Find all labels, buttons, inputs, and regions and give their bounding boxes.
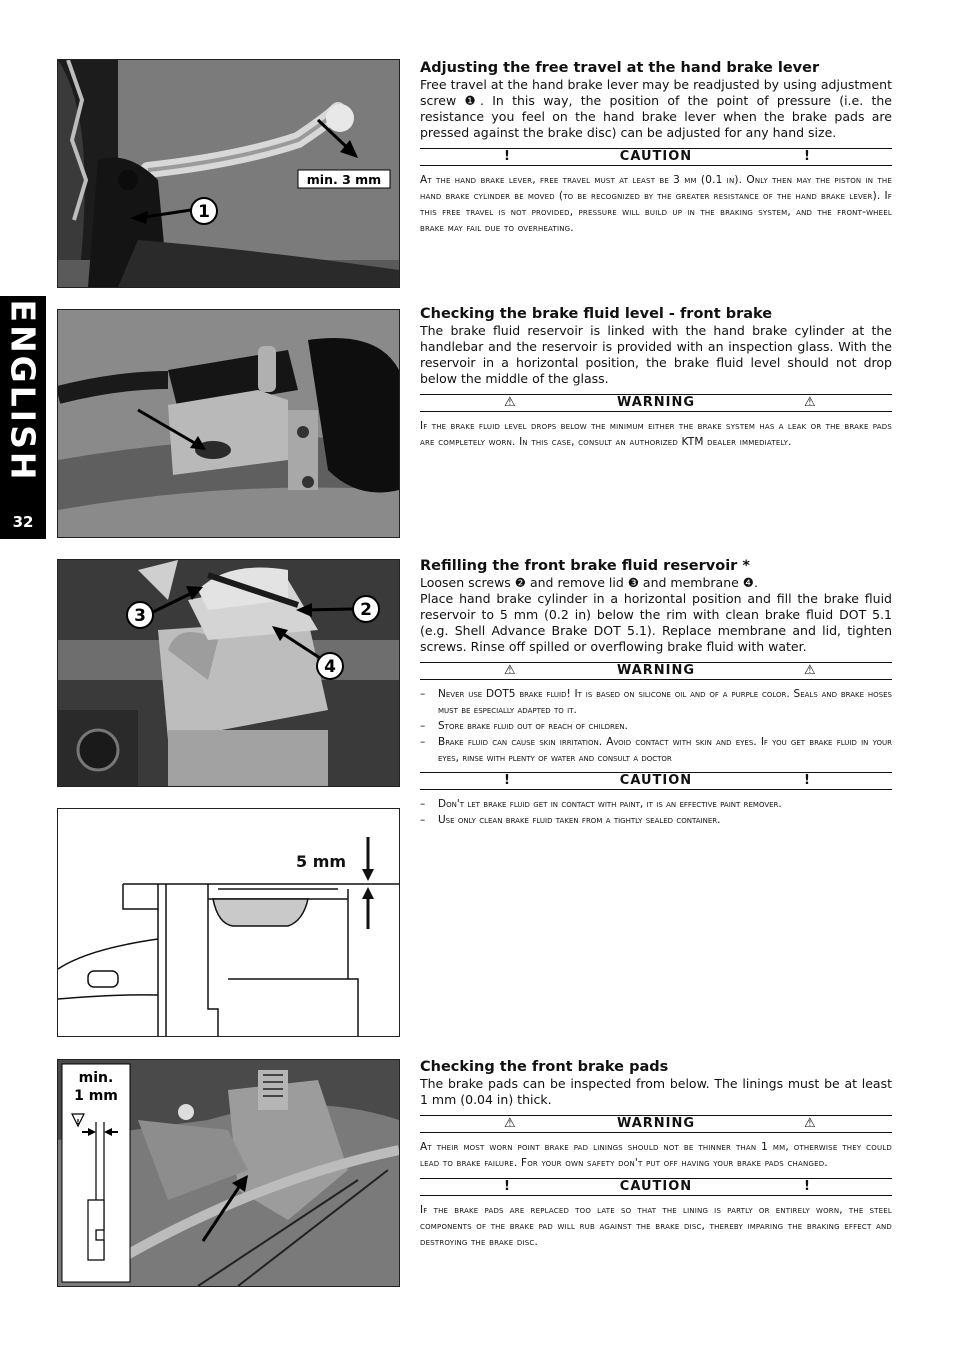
- list-item: – Use only clean brake fluid taken from a tightly sealed container.: [420, 812, 892, 828]
- caution-mark-left: !: [504, 1179, 511, 1194]
- section-title: Checking the brake fluid level - front brake: [420, 306, 773, 322]
- section-title: Checking the front brake pads: [420, 1059, 669, 1075]
- warning-icon: ⚠: [804, 663, 817, 678]
- caution-bar: [420, 1178, 892, 1196]
- section-title: Adjusting the free travel at the hand brake lever: [420, 60, 820, 76]
- reservoir-callout-4: 4: [324, 657, 336, 677]
- pads-label-line2: 1 mm: [74, 1088, 118, 1104]
- pads-label-line1: min.: [78, 1070, 114, 1086]
- caution-mark-right: !: [804, 773, 811, 788]
- warning-bar: [420, 394, 892, 412]
- warning-bar: [420, 662, 892, 680]
- warning-icon: ⚠: [504, 395, 517, 410]
- lever-callout-1: 1: [198, 202, 210, 222]
- section-fluid-level: [420, 305, 892, 450]
- warning-text: If the brake fluid level drops below the minimum either the brake system has a leak or the brake pads are completely worn. In this case, consult an authorized KTM dealer immediately.: [420, 420, 892, 448]
- photo-refill-reservoir: [57, 559, 400, 787]
- section-free-travel: [420, 59, 892, 236]
- caution-label: CAUTION: [619, 1179, 693, 1194]
- svg-text:!: !: [76, 1118, 80, 1126]
- language-label: ENGLISH: [3, 299, 43, 483]
- warning-icon: ⚠: [804, 1116, 817, 1131]
- warning-list: [420, 686, 892, 766]
- warning-text: At their most worn point brake pad linings should not be thinner than 1 mm, otherwise they could lead to brake failure. For your own safety don't put off having your brake pads changed.: [420, 1141, 892, 1169]
- warning-icon: ⚠: [804, 395, 817, 410]
- reservoir-callout-2: 2: [360, 600, 372, 620]
- caution-list: [420, 796, 892, 828]
- warning-icon: ⚠: [504, 663, 517, 678]
- section-body: Place hand brake cylinder in a horizontal position and fill the brake fluid reservoir to 5 mm (0.2 in) below the rim with clean brake fluid DOT 5.1 (e.g. Shell Advance Brake DOT 5.1). Replace membrane and lid, tighten screws. Rinse off spilled or overflowing brake fluid with water.: [420, 591, 892, 654]
- caution-label: CAUTION: [619, 149, 693, 164]
- page-number: 32: [12, 513, 34, 531]
- section-body: Free travel at the hand brake lever may be readjusted by using adjustment screw ❶. In this way, the position of the point of pressure (i.e. the resistance you feel on the hand brake lever when the brake pads are pressed against the brake disc) can be adjusted for any hand size.: [420, 77, 892, 140]
- caution-text: At the hand brake lever, free travel must at least be 3 mm (0.1 in). Only then may the piston in the hand brake cylinder be moved (to be recognized by the greater resistance of the hand brake lever). If this free travel is not provided, pressure will build up in the braking system, and the front-wheel brake may fail due to overheating.: [420, 174, 892, 234]
- photo-brake-lever: [57, 59, 400, 288]
- warning-icon: ⚠: [504, 1116, 517, 1131]
- list-item: – Brake fluid can cause skin irritation. Avoid contact with skin and eyes. If you get brake fluid in your eyes, rinse with plenty of water and consult a doctor: [420, 734, 892, 766]
- caution-mark-right: !: [804, 149, 811, 164]
- caution-bar: [420, 772, 892, 790]
- caution-label: CAUTION: [619, 773, 693, 788]
- caution-mark-left: !: [504, 773, 511, 788]
- list-item: – Never use DOT5 brake fluid! It is based on silicone oil and of a purple color. Seals and brake hoses must be especially adapted to it.: [420, 686, 892, 718]
- caution-mark-left: !: [504, 149, 511, 164]
- photo-fluid-reservoir: [57, 309, 400, 538]
- section-refill: [420, 557, 892, 828]
- caution-bar: [420, 148, 892, 166]
- level-5mm-label: 5 mm: [296, 852, 347, 871]
- list-item: – Store brake fluid out of reach of children.: [420, 718, 892, 734]
- section-body: The brake fluid reservoir is linked with the hand brake cylinder at the handlebar and the reservoir is provided with an inspection glass. With the reservoir in a horizontal position, the brake fluid level should not drop below the middle of the glass.: [420, 323, 892, 386]
- photo-brake-pads: [57, 1059, 400, 1287]
- caution-mark-right: !: [804, 1179, 811, 1194]
- section-body: The brake pads can be inspected from below. The linings must be at least 1 mm (0.04 in) thick.: [420, 1076, 892, 1107]
- language-tab: [0, 296, 46, 539]
- section-title: Refilling the front brake fluid reservoir *: [420, 558, 750, 574]
- warning-label: WARNING: [616, 663, 696, 678]
- min-3mm-label: min. 3 mm: [306, 172, 382, 187]
- warning-label: WARNING: [616, 1116, 696, 1131]
- warning-bar: [420, 1115, 892, 1133]
- section-line1: Loosen screws ❷ and remove lid ❸ and membrane ❹.: [420, 575, 758, 590]
- diagram-fill-level: [57, 808, 400, 1037]
- warning-label: WARNING: [616, 395, 696, 410]
- section-brake-pads: [420, 1058, 892, 1250]
- list-item: – Don't let brake fluid get in contact with paint, it is an effective paint remover.: [420, 796, 892, 812]
- reservoir-callout-3: 3: [134, 606, 146, 626]
- caution-text: If the brake pads are replaced too late so that the lining is partly or entirely worn, the steel components of the brake pad will rub against the brake disc, thereby imparing the braking effect and destroying the brake disc.: [420, 1204, 892, 1248]
